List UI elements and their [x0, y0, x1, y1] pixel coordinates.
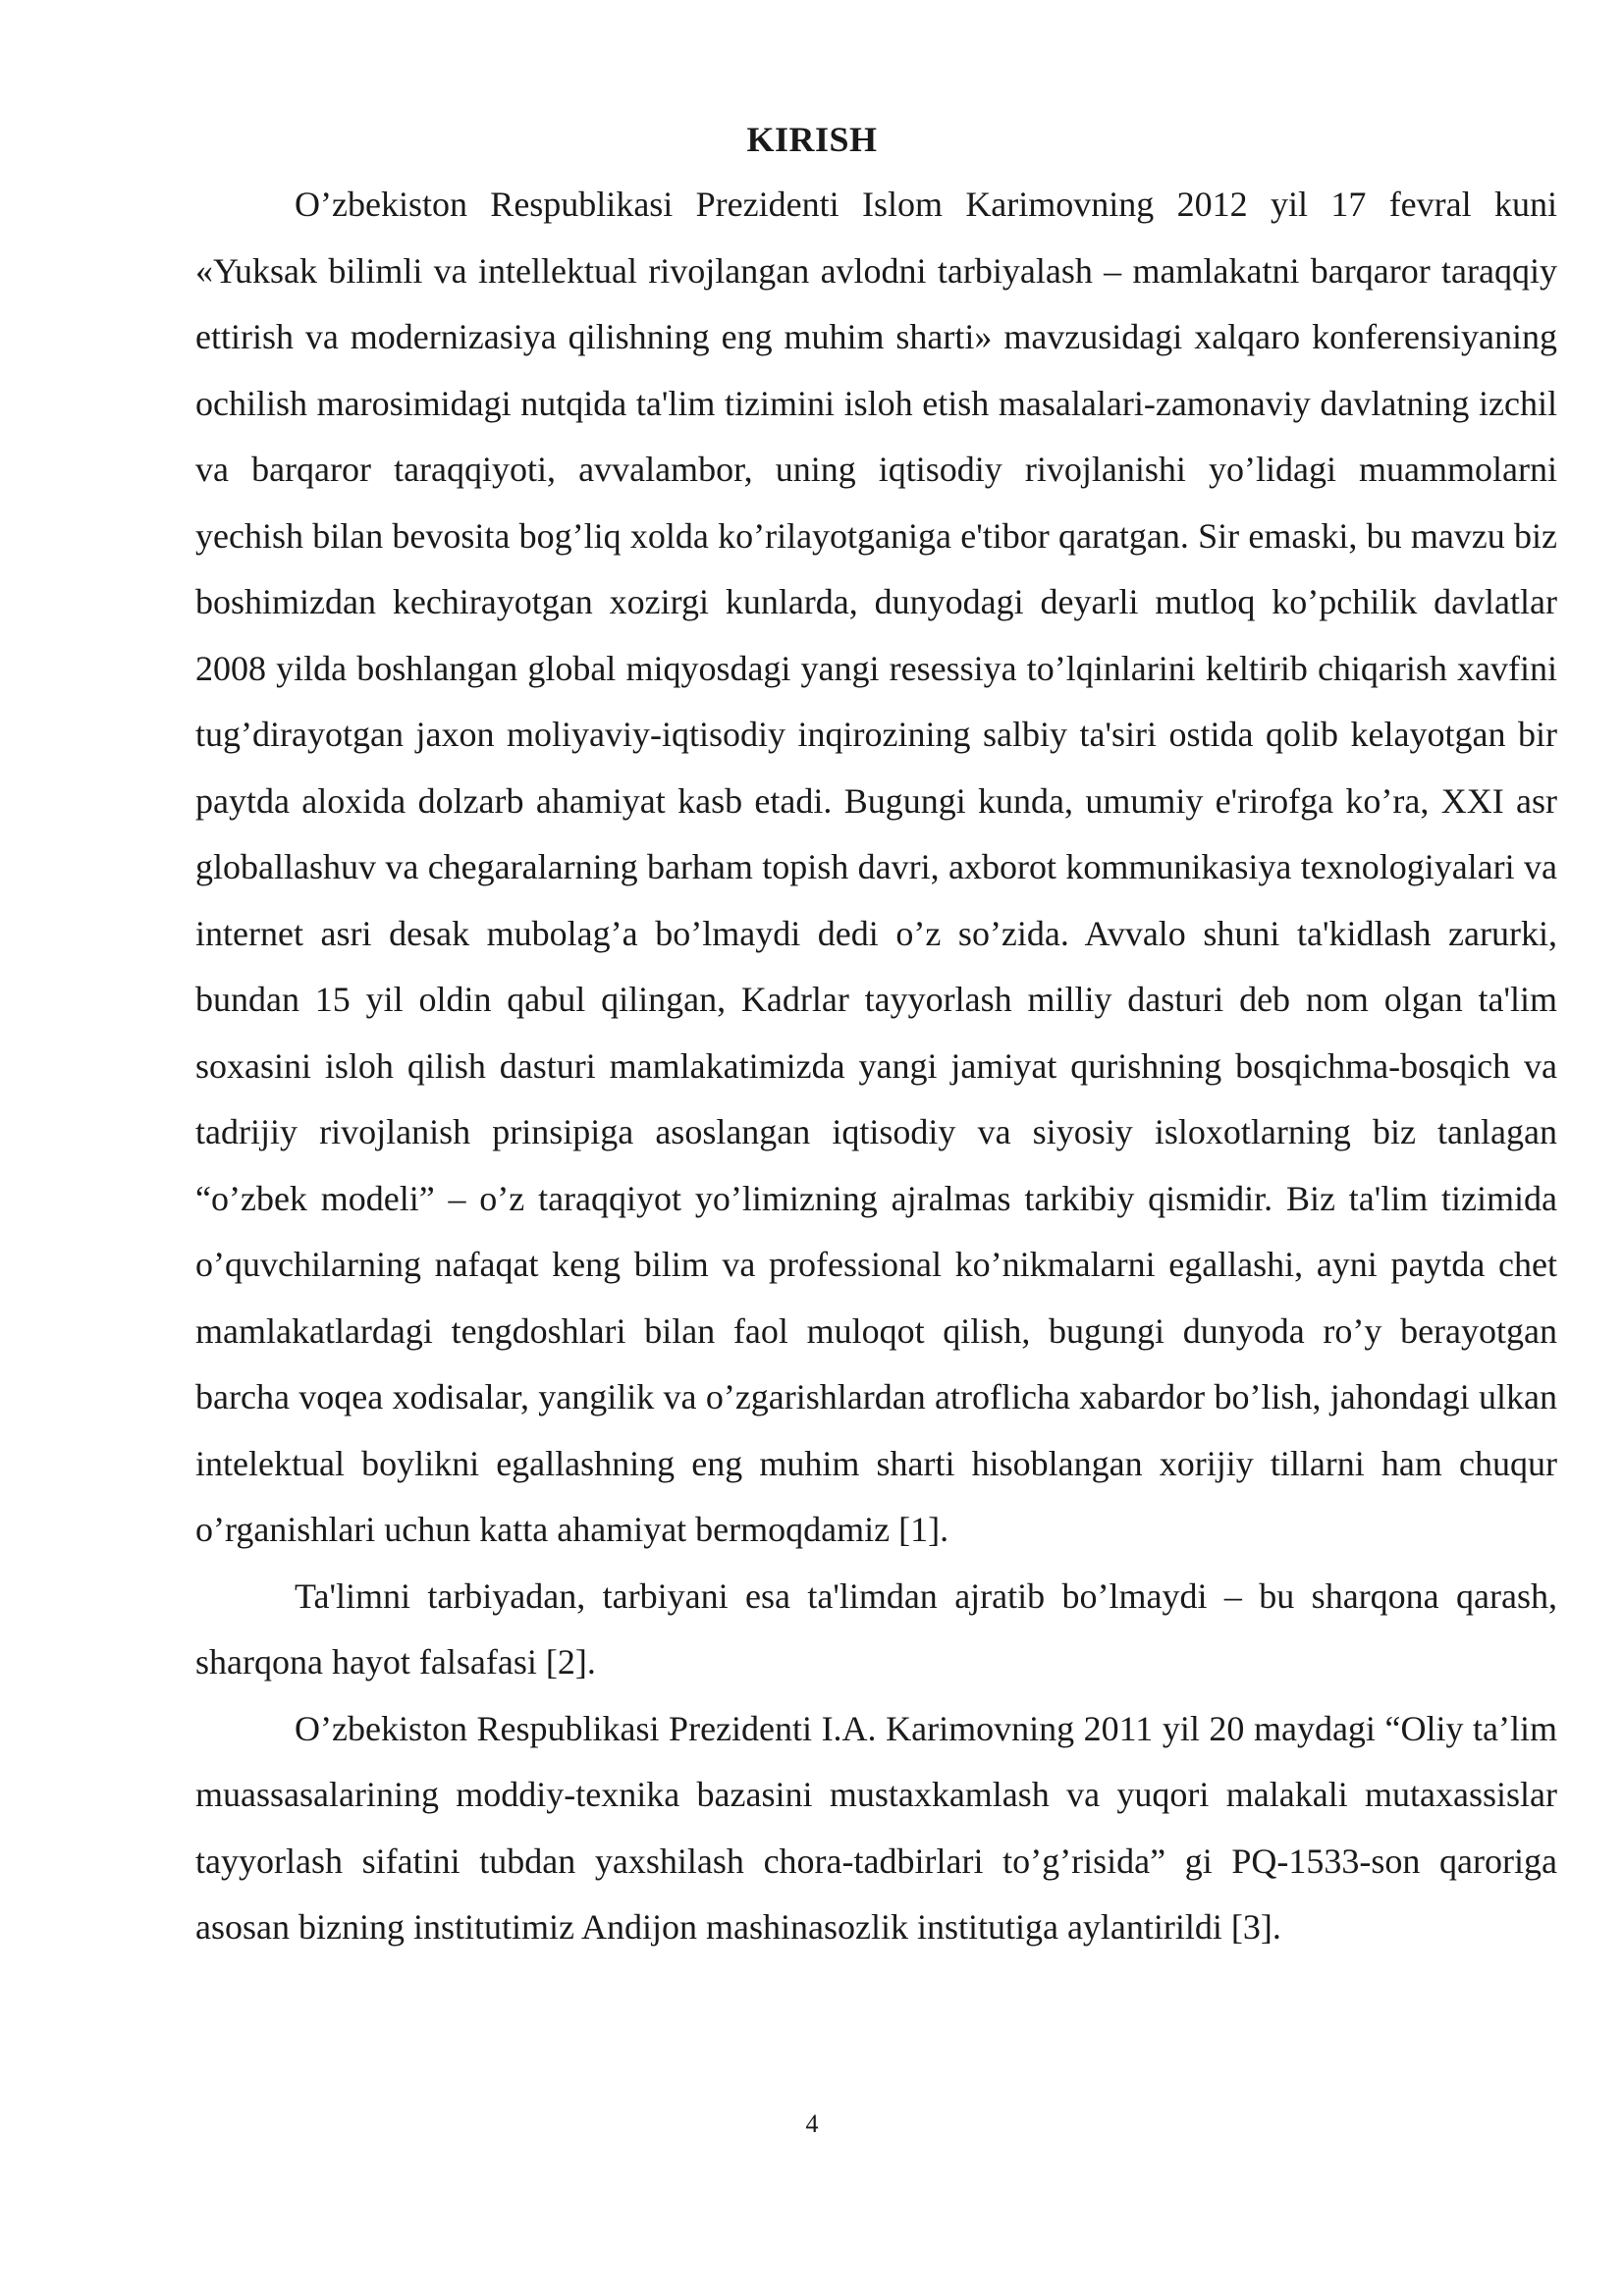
section-heading: KIRISH [746, 120, 878, 159]
paragraph-intro: O’zbekiston Respublikasi Prezidenti Islom Karimovning 2012 yil 17 fevral kuni «Yuksak bilimli va intellektual rivojlangan avlodni tarbiyalash – mamlakatni barqaror taraqqiy ettirish va modernizasiya qilishning eng muhim sharti» mavzusidagi xalqaro konferensiyaning ochilish marosimidagi nutqida ta'lim tizimini isloh etish masalalari-zamonaviy davlatning izchil va barqaror taraqqiyoti, avvalambor, uning iqtisodiy rivojlanishi yo’lidagi muammolarni yechish bilan bevosita bog’liq xolda ko’rilayotganiga e'tibor qaratgan. Sir emaski, bu mavzu biz boshimizdan kechirayotgan xozirgi kunlarda, dunyodagi deyarli mutloq ko’pchilik davlatlar 2008 yilda boshlangan global miqyosdagi yangi resessiya to’lqinlarini keltirib chiqarish xavfini tug’dirayotgan jaxon moliyaviy-iqtisodiy inqirozining salbiy ta'siri ostida qolib kelayotgan bir paytda aloxida dolzarb ahamiyat kasb etadi. Bugungi kunda, umumiy e'rirofga ko’ra, XXI asr globallashuv va chegaralarning barham topish davri, axborot kommunikasiya texnologiyalari va internet asri desak mubolag’a bo’lmaydi dedi o’z so’zida. Avvalo shuni ta'kidlash zarurki, bundan 15 yil oldin qabul qilingan, Kadrlar tayyorlash milliy dasturi deb nom olgan ta'lim soxasini isloh qilish dasturi mamlakatimizda yangi jamiyat qurishning bosqichma-bosqich va tadrijiy rivojlanish prinsipiga asoslangan iqtisodiy va siyosiy isloxotlarning biz tanlagan “o’zbek modeli” – o’z taraqqiyot yo’limizning ajralmas tarkibiy qismidir. Biz ta'lim tizimida o’quvchilarning nafaqat keng bilim va professional ko’nikmalarni egallashi, ayni paytda chet mamlakatlardagi tengdoshlari bilan faol muloqot qilish, bugungi dunyoda ro’y berayotgan barcha voqea xodisalar, yangilik va o’zgarishlardan atroflicha xabardor bo’lish, jahondagi ulkan intelektual boylikni egallashning eng muhim sharti hisoblangan xorijiy tillarni ham chuqur o’rganishlari uchun katta ahamiyat bermoqdamiz [1]. [195, 185, 1557, 1549]
page-number: 4 [805, 2109, 819, 2138]
paragraph-institute: O’zbekiston Respublikasi Prezidenti I.A. Karimovning 2011 yil 20 maydagi “Oliy ta’lim muassasalarining moddiy-texnika bazasini mustaxkamlash va yuqori malakali mutaxassislar tayyorlash sifatini tubdan yaxshilash chora-tadbirlari to’g’risida” gi PQ-1533-son qaroriga asosan bizning institutimiz Andijon mashinasozlik institutiga aylantirildi [3]. [195, 1708, 1557, 1947]
paragraph-education: Ta'limni tarbiyadan, tarbiyani esa ta'limdan ajratib bo’lmaydi – bu sharqona qarash, sharqona hayot falsafasi [2]. [195, 1575, 1557, 1682]
body-text [195, 172, 1557, 1961]
